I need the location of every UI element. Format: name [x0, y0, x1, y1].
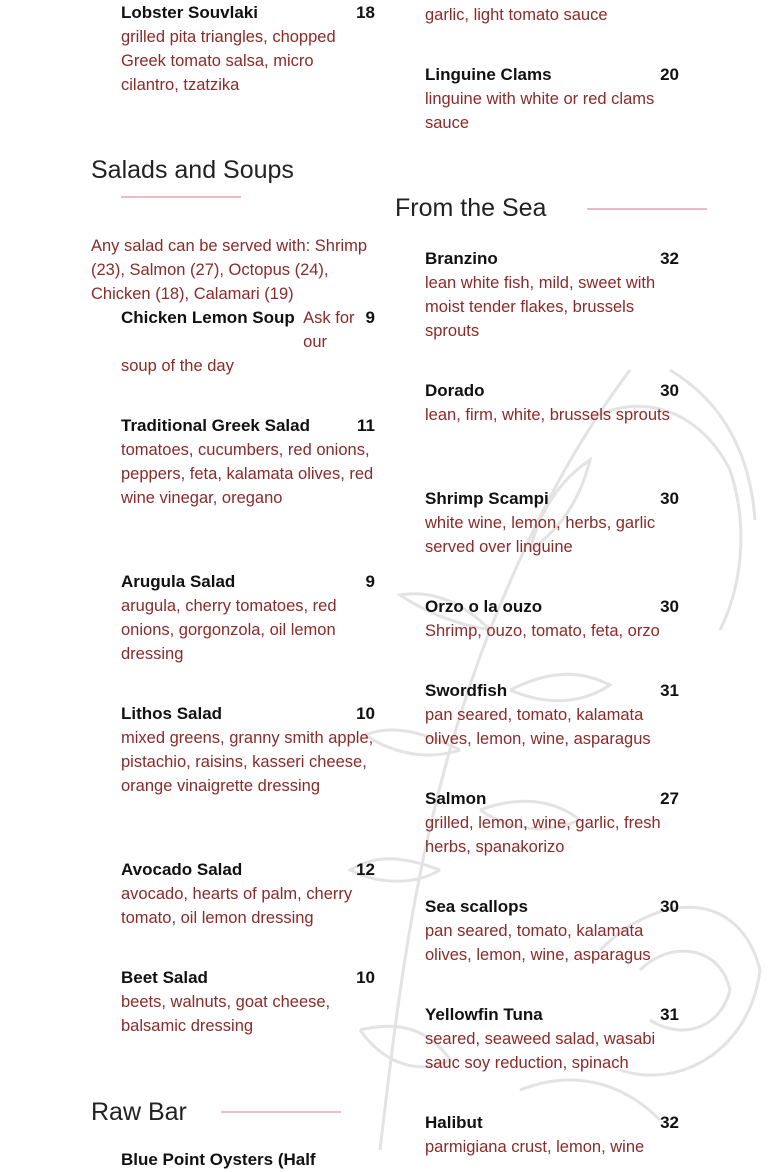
menu-item-linguine-clams: [425, 63, 679, 135]
menu-item-salad: [121, 414, 375, 510]
section-divider: [221, 1111, 341, 1113]
item-price: 32: [660, 249, 679, 268]
item-name: Yellowfin Tuna: [425, 1005, 543, 1024]
item-name: Orzo o la ouzo: [425, 597, 543, 616]
item-price: 32: [660, 1113, 679, 1132]
item-description: pan seared, tomato, kalamata olives, lemon, wine, asparagus: [425, 706, 651, 748]
item-description: mixed greens, granny smith apple, pistachio, raisins, kasseri cheese, orange vinaigrette dressing: [121, 729, 374, 795]
item-price: 12: [356, 860, 375, 879]
item-description: lean, firm, white, brussels sprouts: [425, 406, 670, 424]
item-price: 31: [660, 1005, 679, 1024]
section-divider: [587, 208, 707, 210]
item-name: Arugula Salad: [121, 572, 236, 591]
item-price: 30: [660, 489, 679, 508]
menu-item-fish: [425, 487, 679, 559]
section-title-from-the-sea: From the Sea: [395, 194, 547, 222]
item-price: 11: [357, 416, 375, 435]
item-description: parmigiana crust, lemon, wine: [425, 1138, 645, 1156]
item-name: Beet Salad: [121, 968, 208, 987]
item-price: 9: [365, 308, 375, 327]
item-name: Branzino: [425, 249, 498, 268]
menu-item-fish: [425, 595, 679, 643]
item-name: Traditional Greek Salad: [121, 416, 310, 435]
item-price: 30: [660, 381, 679, 400]
item-price: 30: [660, 597, 679, 616]
menu-item-fish: [425, 247, 679, 343]
section-divider: [121, 196, 241, 198]
item-name: Shrimp Scampi: [425, 489, 549, 508]
item-name: Halibut: [425, 1113, 483, 1132]
menu-item-fish: [425, 1111, 679, 1159]
menu-item-salad: [121, 858, 375, 930]
item-description: grilled, lemon, wine, garlic, fresh herbs, spanakorizo: [425, 814, 661, 856]
item-name: Lobster Souvlaki: [121, 3, 258, 22]
item-name: Dorado: [425, 381, 485, 400]
menu-item-salad: [121, 570, 375, 666]
item-name: Avocado Salad: [121, 860, 243, 879]
item-name: Swordfish: [425, 681, 508, 700]
item-name: Lithos Salad: [121, 704, 223, 723]
raw-bar-first-item: Blue Point Oysters (Half: [121, 1150, 316, 1169]
item-description-partial: garlic, light tomato sauce: [425, 6, 608, 24]
menu-item-chicken-lemon-soup: [121, 306, 375, 378]
section-title-raw-bar: Raw Bar: [91, 1098, 187, 1126]
menu-item-salad: [121, 702, 375, 798]
menu-item-fish: [425, 379, 679, 427]
item-price: 10: [356, 968, 375, 987]
salad-addon-note: Any salad can be served with: Shrimp (23), Salmon (27), Octopus (24), Chicken (18), Calamari (19): [91, 237, 368, 303]
item-description: lean white fish, mild, sweet with moist tender flakes, brussels sprouts: [425, 274, 656, 340]
item-description: white wine, lemon, herbs, garlic served over linguine: [425, 514, 656, 556]
item-name: Salmon: [425, 789, 487, 808]
item-description: pan seared, tomato, kalamata olives, lemon, wine, asparagus: [425, 922, 651, 964]
item-description: soup of the day: [121, 357, 234, 375]
menu-item-lobster-souvlaki: [121, 1, 375, 97]
item-price: 20: [660, 65, 679, 84]
item-description: arugula, cherry tomatoes, red onions, gorgonzola, oil lemon dressing: [121, 597, 337, 663]
menu-item-fish: [425, 895, 679, 967]
item-description: grilled pita triangles, chopped Greek tomato salsa, micro cilantro, tzatzika: [121, 28, 336, 94]
item-description: linguine with white or red clams sauce: [425, 90, 655, 132]
menu-item-fish: [425, 787, 679, 859]
item-price: 27: [660, 789, 679, 808]
item-price: 31: [660, 681, 679, 700]
item-description: beets, walnuts, goat cheese, balsamic dressing: [121, 993, 331, 1035]
menu-item-salad: [121, 966, 375, 1038]
item-price: 9: [365, 572, 375, 591]
item-price: 10: [356, 704, 375, 723]
item-description: tomatoes, cucumbers, red onions, peppers, feta, kalamata olives, red wine vinegar, oregano: [121, 441, 374, 507]
menu-item-fish: [425, 679, 679, 751]
item-name: Linguine Clams: [425, 65, 552, 84]
item-name: Sea scallops: [425, 897, 529, 916]
item-price: 18: [356, 3, 375, 22]
item-description: seared, seaweed salad, wasabi sauc soy reduction, spinach: [425, 1030, 656, 1072]
section-title-salads-soups: Salads and Soups: [91, 156, 294, 184]
soup-note: Ask for our: [303, 309, 355, 351]
item-description: Shrimp, ouzo, tomato, feta, orzo: [425, 622, 660, 640]
item-name: Chicken Lemon Soup: [121, 308, 295, 327]
menu-item-fish: [425, 1003, 679, 1075]
item-price: 30: [660, 897, 679, 916]
item-description: avocado, hearts of palm, cherry tomato, oil lemon dressing: [121, 885, 353, 927]
